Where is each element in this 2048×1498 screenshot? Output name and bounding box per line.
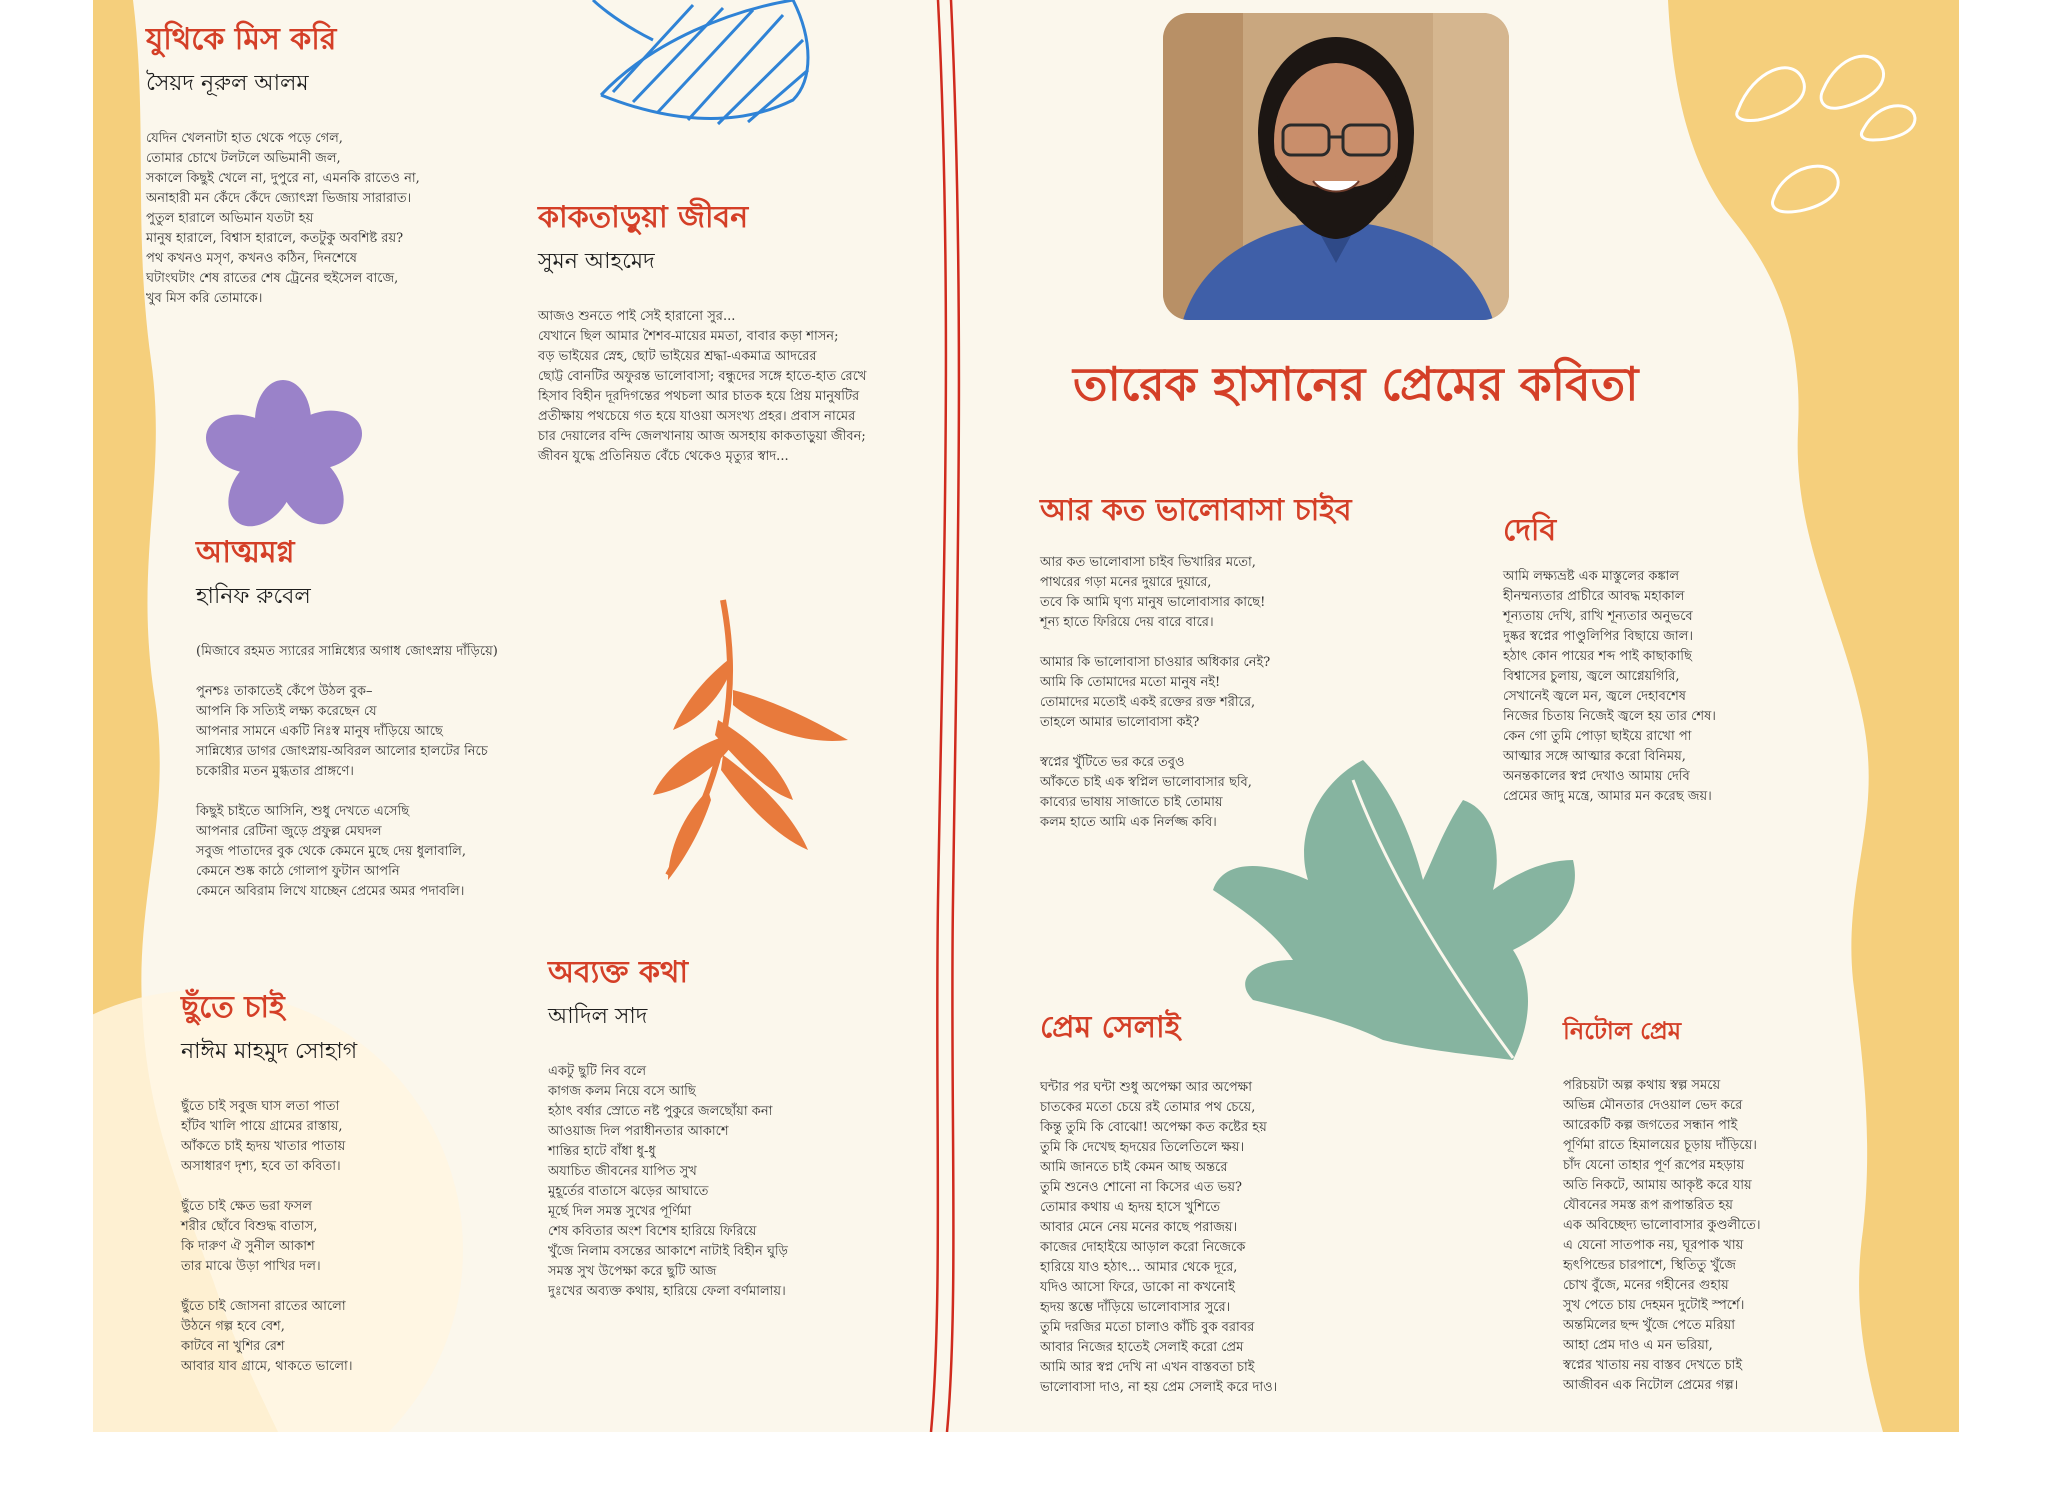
- poem-line: সান্নিধ্যের ডাগর জোৎস্নায়-অবিরল আলোর হালটের নিচে: [196, 744, 488, 759]
- poem-line: ছোট্ট বোনটির অফুরন্ত ভালোবাসা; বন্ধুদের সঙ্গে হাতে-হাত রেখে: [538, 369, 867, 384]
- poem-line: আঁকতে চাই এক স্বপ্নিল ভালোবাসার ছবি,: [1040, 775, 1252, 790]
- poem-line: আরেকটি কল্প জগতের সন্ধান পাই: [1563, 1117, 1738, 1133]
- poem-line: হারিয়ে যাও হঠাৎ... আমার থেকে দূরে,: [1040, 1260, 1238, 1275]
- poem-line: তুমি কি দেখেছ হৃদয়ের তিলেতিলে ক্ষয়।: [1040, 1140, 1245, 1155]
- poem-author: হানিফ রুবেল: [196, 584, 311, 609]
- poem-line: পাথরের গড়া মনের দুয়ারে দুয়ারে,: [1040, 575, 1212, 590]
- poem-line: অনন্তকালের স্বপ্ন দেখাও আমায় দেবি: [1503, 769, 1690, 784]
- poem-line: আমি জানতে চাই কেমন আছ অন্তরে: [1040, 1160, 1228, 1175]
- stanza-gap: [196, 662, 498, 682]
- newspaper-page: [93, 0, 1959, 1432]
- poem-chhute-chai: [181, 990, 357, 1377]
- poem-line: কলম হাতে আমি এক নির্লজ্জ কবি।: [1040, 815, 1217, 830]
- poem-line: কিছুই চাইতে আসিনি, শুধু দেখতে এসেছি: [196, 804, 410, 819]
- poem-line: সুখ পেতে চায় দেহমন দুটোই স্পর্শে।: [1563, 1297, 1745, 1313]
- poem-line: কেমনে শুষ্ক কাঠে গোলাপ ফুটান আপনি: [196, 864, 400, 879]
- poem-line: কি দারুণ ঐ সুনীল আকাশ: [181, 1239, 315, 1254]
- poem-line: তবে কি আমি ঘৃণ্য মানুষ ভালোবাসার কাছে!: [1040, 595, 1266, 610]
- poem-line: অভিন্ন মৌনতার দেওয়াল ভেদ করে: [1563, 1097, 1743, 1113]
- poem-line: চাতকের মতো চেয়ে রই তোমার পথ চেয়ে,: [1040, 1100, 1256, 1115]
- poem-line: খুঁজে নিলাম বসন্তের আকাশে নাটাই বিহীন ঘুড়ি: [548, 1244, 788, 1259]
- poem-line: অন্তমিলের ছন্দ খুঁজে পেতে মরিয়া: [1563, 1317, 1736, 1333]
- poem-line: কাজের দোহাইয়ে আড়াল করো নিজেকে: [1040, 1240, 1246, 1255]
- poem-line: তাহলে আমার ভালোবাসা কই?: [1040, 715, 1200, 730]
- poem-line: সকালে কিছুই খেলে না, দুপুরে না, এমনকি রাতেও না,: [146, 171, 420, 186]
- poem-line: স্বপ্নের খুঁটিতে ভর করে তবুও: [1040, 755, 1185, 770]
- poem-line: আওয়াজ দিল পরাধীনতার আকাশে: [548, 1124, 729, 1139]
- center-divider: [931, 0, 959, 1432]
- poem-line: আমার কি ভালোবাসা চাওয়ার অধিকার নেই?: [1040, 655, 1271, 670]
- poem-line: পথ কখনও মসৃণ, কখনও কঠিন, দিনশেষে: [146, 251, 357, 266]
- stanza-gap: [181, 1177, 357, 1197]
- orange-leaf: [653, 600, 848, 880]
- poem-line: ছুঁতে চাই সবুজ ঘাস লতা পাতা: [181, 1099, 340, 1114]
- poem-author: নাঈম মাহমুদ সোহাগ: [181, 1039, 358, 1064]
- poem-line: অতি নিকটে, আমায় আকৃষ্ট করে যায়: [1563, 1177, 1752, 1193]
- poem-line: আজীবন এক নিটোল প্রেমের গল্প।: [1563, 1377, 1739, 1393]
- poem-line: প্রতীক্ষায় পথচেয়ে গত হয়ে যাওয়া অসংখ্য প্রহর। প্রবাস নামের: [538, 409, 856, 424]
- poem-line: বিশ্বাসের চুলায়, জ্বলে আগ্নেয়গিরি,: [1503, 669, 1680, 684]
- poem-line: দুষ্কর স্বপ্নের পাণ্ডুলিপির বিছায়ে জাল।: [1503, 629, 1693, 644]
- poem-line: চকোরীর মতন মুগ্ধতার প্রাঙ্গণে।: [196, 764, 354, 779]
- stanza-gap: [1040, 633, 1352, 653]
- poem-line: মূর্ছে দিল সমস্ত সুখের পূর্ণিমা: [548, 1204, 692, 1219]
- poem-author: সৈয়দ নূরুল আলম: [146, 71, 309, 96]
- poem-attomogno: [196, 535, 498, 902]
- poem-juthike-miss-kori: [146, 22, 420, 309]
- poem-line: পুতুল হারালে অভিমান যতটা হয়: [146, 211, 314, 226]
- poem-line: নিজের চিতায় নিজেই জ্বলে হয় তার শেষ।: [1503, 709, 1716, 724]
- poem-line: আমি কি তোমাদের মতো মানুষ নই!: [1040, 675, 1221, 690]
- purple-flower: [198, 380, 369, 539]
- poem-ar-koto-bhalobasa: [1040, 493, 1352, 833]
- poem-line: হিসাব বিহীন দূরদিগন্তের পথচলা আর চাতক হয়ে প্রিয় মানুষটির: [538, 389, 860, 404]
- poem-line: সেখানেই জ্বলে মন, জ্বলে দেহাবশেষ: [1503, 689, 1686, 704]
- poem-line: কেমনে অবিরাম লিখে যাচ্ছেন প্রেমের অমর পদাবলি।: [196, 884, 465, 899]
- stanza-gap: [181, 1277, 357, 1297]
- poem-line: পুনশ্চঃ তাকাতেই কেঁপে উঠল বুক–: [196, 684, 373, 699]
- poem-line: তুমি শুনেও শোনো না কিসের এত ভয়?: [1040, 1180, 1242, 1195]
- poem-line: আপনার সামনে একটি নিঃস্ব মানুষ দাঁড়িয়ে আছে: [196, 724, 443, 739]
- portrait-illustration: [1163, 13, 1509, 320]
- poem-body: [181, 1097, 357, 1377]
- poem-line: হঠাৎ বর্ষার স্রোতে নষ্ট পুকুরে জলছোঁয়া কনা: [548, 1104, 773, 1119]
- poem-title: কাকতাড়ুয়া জীবন: [538, 200, 749, 235]
- poem-debi: [1503, 513, 1716, 807]
- poem-line: যৌবনের সমস্ত রূপ রূপান্তরিত হয়: [1563, 1197, 1733, 1213]
- poem-line: আজও শুনতে পাই সেই হারানো সুর...: [538, 309, 736, 324]
- poem-line: সবুজ পাতাদের বুক থেকে কেমনে মুছে দেয় ধুলাবালি,: [196, 844, 466, 859]
- poem-line: উঠনে গল্প হবে বেশ,: [181, 1319, 285, 1334]
- poem-line: আঁকতে চাই হৃদয় খাতার পাতায়: [181, 1139, 346, 1154]
- poem-line: তার মাঝে উড়া পাখির দল।: [181, 1259, 321, 1274]
- poem-line: কিন্তু তুমি কি বোঝো! অপেক্ষা কত কষ্টের হয়: [1040, 1120, 1267, 1135]
- poem-line: স্বপ্নের খাতায় নয় বাস্তব দেখতে চাই: [1563, 1357, 1743, 1373]
- poem-kaktaruya-jibon: [538, 200, 866, 467]
- poem-line: চার দেয়ালের বন্দি জেলখানায় আজ অসহায় কাকতাড়ুয়া জীবন;: [538, 429, 866, 444]
- poem-line: শরীর ছোঁবে বিশুদ্ধ বাতাস,: [181, 1219, 318, 1234]
- poem-line: একটু ছুটি নিব বলে: [548, 1064, 647, 1079]
- poem-line: আপনার রেটিনা জুড়ে প্রফুল্ল মেঘদল: [196, 824, 382, 839]
- poem-line: আমি লক্ষ্যভ্রষ্ট এক মাস্তুলের কঙ্কাল: [1503, 569, 1680, 584]
- poem-line: হৃদয় স্তম্ভে দাঁড়িয়ে ভালোবাসার সুরে।: [1040, 1300, 1231, 1315]
- poem-line: মানুষ হারালে, বিশ্বাস হারালে, কতটুকু অবশিষ্ট রয়?: [146, 231, 404, 246]
- poem-line: কাটবে না খুশির রেশ: [181, 1339, 285, 1354]
- poem-line: আর কত ভালোবাসা চাইব ভিখারির মতো,: [1040, 555, 1256, 570]
- poem-line: আপনি কি সত্যিই লক্ষ্য করেছেন যে: [196, 704, 377, 719]
- poem-line: মুহূর্তের বাতাসে ঝড়ের আঘাতে: [548, 1184, 709, 1199]
- poem-line: (মিজাবে রহমত স্যারের সান্নিধ্যের অগাধ জোৎস্নায় দাঁড়িয়ে): [196, 644, 498, 659]
- poem-line: যেখানে ছিল আমার শৈশব-মায়ের মমতা, বাবার কড়া শাসন;: [538, 329, 839, 344]
- poem-body: [146, 129, 420, 309]
- poem-body: [538, 307, 866, 467]
- poem-line: শূন্য হাতে ফিরিয়ে দেয় বারে বারে।: [1040, 615, 1214, 630]
- poem-line: ছুঁতে চাই ক্ষেত ভরা ফসল: [181, 1199, 312, 1214]
- poem-body: [1040, 553, 1352, 833]
- poem-line: জীবন যুদ্ধে প্রতিনিয়ত বেঁচে থেকেও মৃত্যুর স্বাদ...: [538, 449, 789, 464]
- poem-body: [548, 1062, 788, 1302]
- poem-line: চোখ বুঁজে, মনের গহীনের গুহায়: [1563, 1277, 1729, 1293]
- poem-line: যদিও আসো ফিরে, ডাকো না কখনোই: [1040, 1280, 1235, 1295]
- poem-body: [1563, 1076, 1761, 1396]
- poem-line: শান্তির হাটে বাঁধা ধু-ধু: [548, 1144, 656, 1159]
- poem-line: অনাহারী মন কেঁদে কেঁদে জ্যোৎস্না ভিজায় সারারাত।: [146, 191, 412, 206]
- poem-line: সমস্ত সুখ উপেক্ষা করে ছুটি আজ: [548, 1264, 717, 1279]
- poem-line: অসাধারণ দৃশ্য, হবে তা কবিতা।: [181, 1159, 341, 1174]
- poem-line: আহা প্রেম দাও এ মন ভরিয়া,: [1563, 1337, 1713, 1353]
- poem-line: ছুঁতে চাই জোসনা রাতের আলো: [181, 1299, 346, 1314]
- poem-line: খুব মিস করি তোমাকে।: [146, 291, 263, 306]
- blue-leaf: [593, 0, 808, 124]
- poem-title: আত্মমগ্ন: [196, 535, 295, 570]
- poem-body: [1503, 567, 1716, 807]
- poem-line: তুমি দরজির মতো চালাও কাঁচি বুক বরাবর: [1040, 1320, 1255, 1335]
- poem-line: হীনম্মন্যতার প্রাচীরে আবদ্ধ মহাকাল: [1503, 589, 1685, 604]
- poem-title: অব্যক্ত কথা: [548, 955, 689, 990]
- poem-line: পূর্ণিমা রাতে হিমালয়ের চূড়ায় দাঁড়িয়ে।: [1563, 1137, 1757, 1153]
- poem-author: আদিল সাদ: [548, 1004, 648, 1029]
- poem-nitol-prem: [1563, 1017, 1761, 1396]
- poem-title: ছুঁতে চাই: [181, 990, 285, 1025]
- poem-line: অযাচিত জীবনের যাপিত সুখ: [548, 1164, 697, 1179]
- poem-line: আবার নিজের হাতেই সেলাই করো প্রেম: [1040, 1340, 1244, 1355]
- poem-line: আবার যাব গ্রামে, থাকতে ভালো।: [181, 1359, 353, 1374]
- poem-line: আত্মার সঙ্গে আত্মার করো বিনিময়,: [1503, 749, 1686, 764]
- poem-line: প্রেমের জাদু মন্ত্রে, আমার মন করেছ জয়।: [1503, 789, 1712, 804]
- poem-line: পরিচয়টা অল্প কথায় স্বল্প সময়ে: [1563, 1077, 1721, 1093]
- poem-line: ভালোবাসা দাও, না হয় প্রেম সেলাই করে দাও।: [1040, 1380, 1278, 1395]
- poem-line: এ যেনো সাতপাক নয়, ঘূরপাক খায়: [1563, 1237, 1744, 1253]
- poem-line: তোমার চোখে টলটলে অভিমানী জল,: [146, 151, 341, 166]
- poem-line: কাগজ কলম নিয়ে বসে আছি: [548, 1084, 696, 1099]
- poem-line: চাঁদ যেনো তাহার পূর্ণ রূপের মহড়ায়: [1563, 1157, 1745, 1173]
- poem-title: নিটোল প্রেম: [1563, 1016, 1682, 1045]
- poem-line: হৃৎপিন্ডের চারপাশে, স্থিতিতু খুঁজে: [1563, 1257, 1736, 1273]
- poem-obyokto-kotha: [548, 955, 788, 1302]
- poem-line: তোমার কথায় এ হৃদয় হাসে খুশিতে: [1040, 1200, 1220, 1215]
- poem-line: শূন্যতায় দেখি, রাখি শূন্যতার অনুভবে: [1503, 609, 1693, 624]
- poem-title: যুথিকে মিস করি: [146, 22, 337, 57]
- stanza-gap: [196, 782, 498, 802]
- poem-title: দেবি: [1503, 513, 1557, 548]
- poem-prem-selai: [1040, 1010, 1277, 1398]
- feature-title: তারেক হাসানের প্রেমের কবিতা: [1073, 357, 1639, 411]
- poem-line: বড় ভাইয়ের স্নেহ, ছোট ভাইয়ের শ্রদ্ধা-একমাত্র আদরের: [538, 349, 817, 364]
- poem-line: ঘন্টার পর ঘন্টা শুধু অপেক্ষা আর অপেক্ষা: [1040, 1080, 1252, 1095]
- poem-line: আমি আর স্বপ্ন দেখি না এখন বাস্তবতা চাই: [1040, 1360, 1255, 1375]
- poet-portrait: [1163, 13, 1509, 320]
- poem-line: শেষ কবিতার অংশ বিশেষ হারিয়ে ফিরিয়ে: [548, 1224, 757, 1239]
- poem-body: [196, 642, 498, 902]
- stanza-gap: [1040, 733, 1352, 753]
- poem-line: কেন গো তুমি পোড়া ছাইয়ে রাখো পা: [1503, 729, 1692, 744]
- poem-line: কাব্যের ভাষায় সাজাতে চাই তোমায়: [1040, 795, 1223, 810]
- poem-line: আবার মেনে নেয় মনের কাছে পরাজয়।: [1040, 1220, 1238, 1235]
- poem-line: তোমাদের মতোই একই রক্তের রক্ত শরীরে,: [1040, 695, 1256, 710]
- poem-line: এক অবিচ্ছেদ্য ভালোবাসার কুণ্ডলীতে।: [1563, 1217, 1761, 1233]
- poem-line: হাঁটব খালি পায়ে গ্রামের রাস্তায়,: [181, 1119, 343, 1134]
- poem-author: সুমন আহমেদ: [538, 249, 655, 274]
- poem-title: প্রেম সেলাই: [1040, 1010, 1181, 1045]
- poem-line: যেদিন খেলনাটা হাত থেকে পড়ে গেল,: [146, 131, 343, 146]
- poem-line: হঠাৎ কোন পায়ের শব্দ পাই কাছাকাছি: [1503, 649, 1692, 664]
- poem-line: ঘটাংঘটাং শেষ রাতের শেষ ট্রেনের হুইসেল বাজে,: [146, 271, 399, 286]
- poem-title: আর কত ভালোবাসা চাইব: [1040, 493, 1352, 528]
- poem-body: [1040, 1078, 1277, 1398]
- poem-line: দুঃখের অব্যক্ত কথায়, হারিয়ে ফেলা বর্ণমালায়।: [548, 1284, 786, 1299]
